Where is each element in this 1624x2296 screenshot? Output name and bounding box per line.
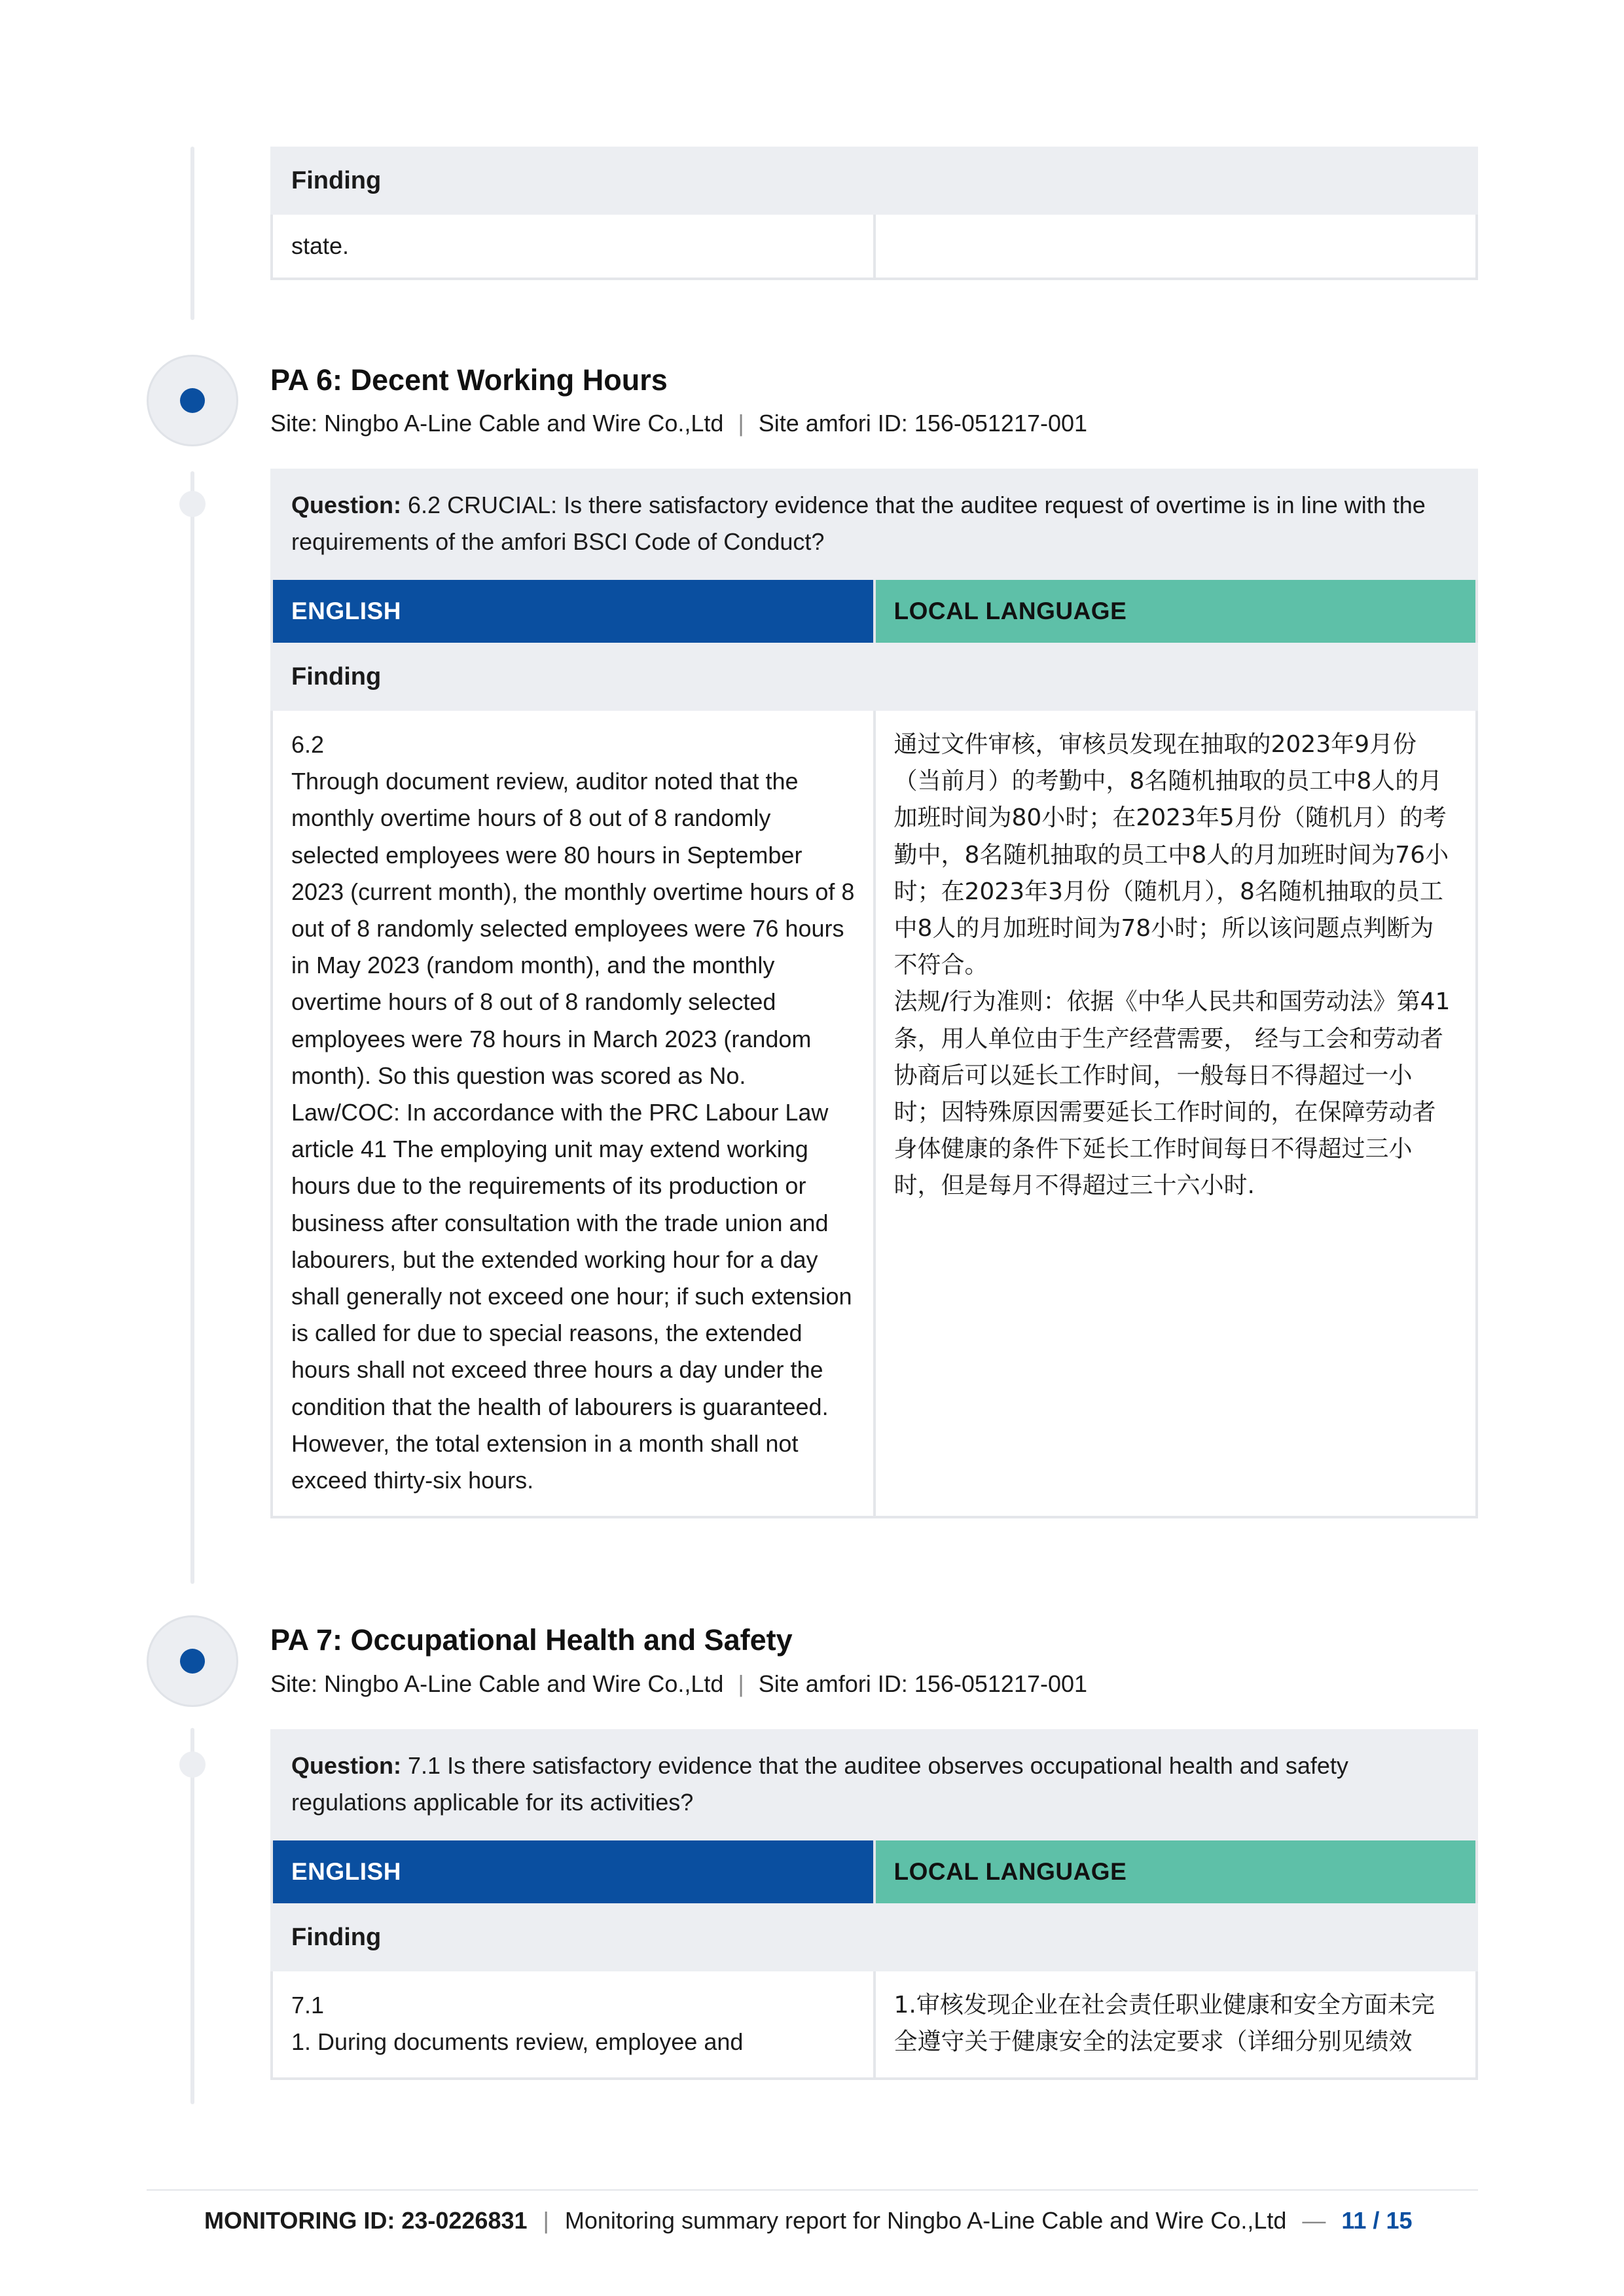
- finding-label: Finding: [270, 147, 1478, 215]
- finding-local-text: [876, 215, 1476, 278]
- monitoring-id: MONITORING ID: 23-0226831: [204, 2207, 528, 2234]
- timeline-line-pa6: [190, 471, 194, 1584]
- question-block: [270, 1729, 1478, 1840]
- finding-label: Finding: [270, 643, 1478, 711]
- question-marker-icon: [179, 1751, 206, 1778]
- question-label: Question:: [291, 1752, 401, 1779]
- english-header: ENGLISH: [273, 1840, 876, 1903]
- finding-english-text: 6.2 Through document review, auditor noted that the monthly overtime hours of 8 out of 8 randomly selected employees were 80 hours in September 2023 (current month), the monthly overtime hours of 8 out of 8 randomly selected employees were 76 hours in May 2023 (random month), and the monthly overtime hours of 8 out of 8 randomly selected employees were 78 hours in March 2023 (random month). So this question was scored as No. Law/COC: In accordance with the PRC Labour Law article 41 The employing unit may extend working hours due to the requirements of its production or business after consultation with the trade union and labourers, but the extended working hour for a day shall generally not exceed one hour; if such extension is called for due to special reasons, the extended hours shall not exceed three hours a day under the condition that the health of labourers is guaranteed. However, the total extension in a month shall not exceed thirty-six hours.: [273, 711, 876, 1516]
- timeline-line-pa7: [190, 1728, 194, 2104]
- timeline-line-top: [190, 147, 194, 320]
- local-language-header: LOCAL LANGUAGE: [876, 580, 1476, 643]
- finding-english-text: state.: [273, 215, 876, 278]
- language-header-row: [270, 580, 1478, 643]
- pa7-question-card: [270, 1729, 1478, 2080]
- question-label: Question:: [291, 492, 401, 518]
- site-name: Site: Ningbo A-Line Cable and Wire Co.,Ltd: [270, 1670, 724, 1697]
- section-marker-icon: [147, 355, 238, 446]
- local-language-header: LOCAL LANGUAGE: [876, 1840, 1476, 1903]
- section-title-pa7: PA 7: Occupational Health and Safety: [270, 1623, 793, 1657]
- site-amfori-id: Site amfori ID: 156-051217-001: [758, 410, 1088, 437]
- finding-local-text: 1.审核发现企业在社会责任职业健康和安全方面未完全遵守关于健康安全的法定要求（详细分别见绩效: [893, 1992, 1435, 2056]
- pa6-question-card: [270, 469, 1478, 1518]
- site-line-pa6: Site: Ningbo A-Line Cable and Wire Co.,Ltd | Site amfori ID: 156-051217-001: [270, 410, 1088, 437]
- footer-dash: —: [1302, 2207, 1326, 2234]
- footer-divider: [147, 2189, 1478, 2191]
- question-marker-icon: [179, 491, 206, 517]
- question-text: 6.2 CRUCIAL: Is there satisfactory evidence that the auditee request of overtime is in line with the requirements of the amfori BSCI Code of Conduct?: [291, 492, 1426, 555]
- finding-body-row: [270, 711, 1478, 1518]
- site-line-pa7: Site: Ningbo A-Line Cable and Wire Co.,Ltd | Site amfori ID: 156-051217-001: [270, 1670, 1088, 1697]
- page-number: 11 / 15: [1341, 2207, 1413, 2234]
- question-text: 7.1 Is there satisfactory evidence that the auditee observes occupational health and safety regulations applicable for its activities?: [291, 1752, 1348, 1816]
- page-footer: MONITORING ID: 23-0226831 | Monitoring summary report for Ningbo A-Line Cable and Wire Co.,Ltd — 11 / 15: [204, 2207, 1413, 2234]
- finding-english-text: 7.1 1. During documents review, employee and: [273, 1971, 876, 2077]
- top-finding-card: [270, 147, 1478, 280]
- language-header-row: [270, 1840, 1478, 1903]
- section-marker-icon: [147, 1615, 238, 1707]
- finding-body-row: [270, 1971, 1478, 2080]
- report-summary: Monitoring summary report for Ningbo A-Line Cable and Wire Co.,Ltd: [564, 2207, 1287, 2234]
- site-amfori-id: Site amfori ID: 156-051217-001: [758, 1670, 1088, 1697]
- english-header: ENGLISH: [273, 580, 876, 643]
- finding-label: Finding: [270, 1903, 1478, 1971]
- section-title-pa6: PA 6: Decent Working Hours: [270, 363, 668, 397]
- finding-local-text: 通过文件审核，审核员发现在抽取的2023年9月份（当前月）的考勤中，8名随机抽取的员工中8人的月加班时间为80小时；在2023年5月份（随机月）的考勤中，8名随机抽取的员工中8人的月加班时间为76小时；在2023年3月份（随机月），8名随机抽取的员工中8人的月加班时间为78小时；所以该问题点判断为不符合。 法规/行为准则：依据《中华人民共和国劳动法》第41条，用人单位由于生产经营需要， 经与工会和劳动者协商后可以延长工作时间，一般每日不得超过一小时；因特殊原因需要延长工作时间的，在保障劳动者身体健康的条件下延长工作时间每日不得超过三小时，但是每月不得超过三十六小时.: [893, 731, 1451, 1200]
- site-name: Site: Ningbo A-Line Cable and Wire Co.,Ltd: [270, 410, 724, 437]
- question-block: [270, 469, 1478, 580]
